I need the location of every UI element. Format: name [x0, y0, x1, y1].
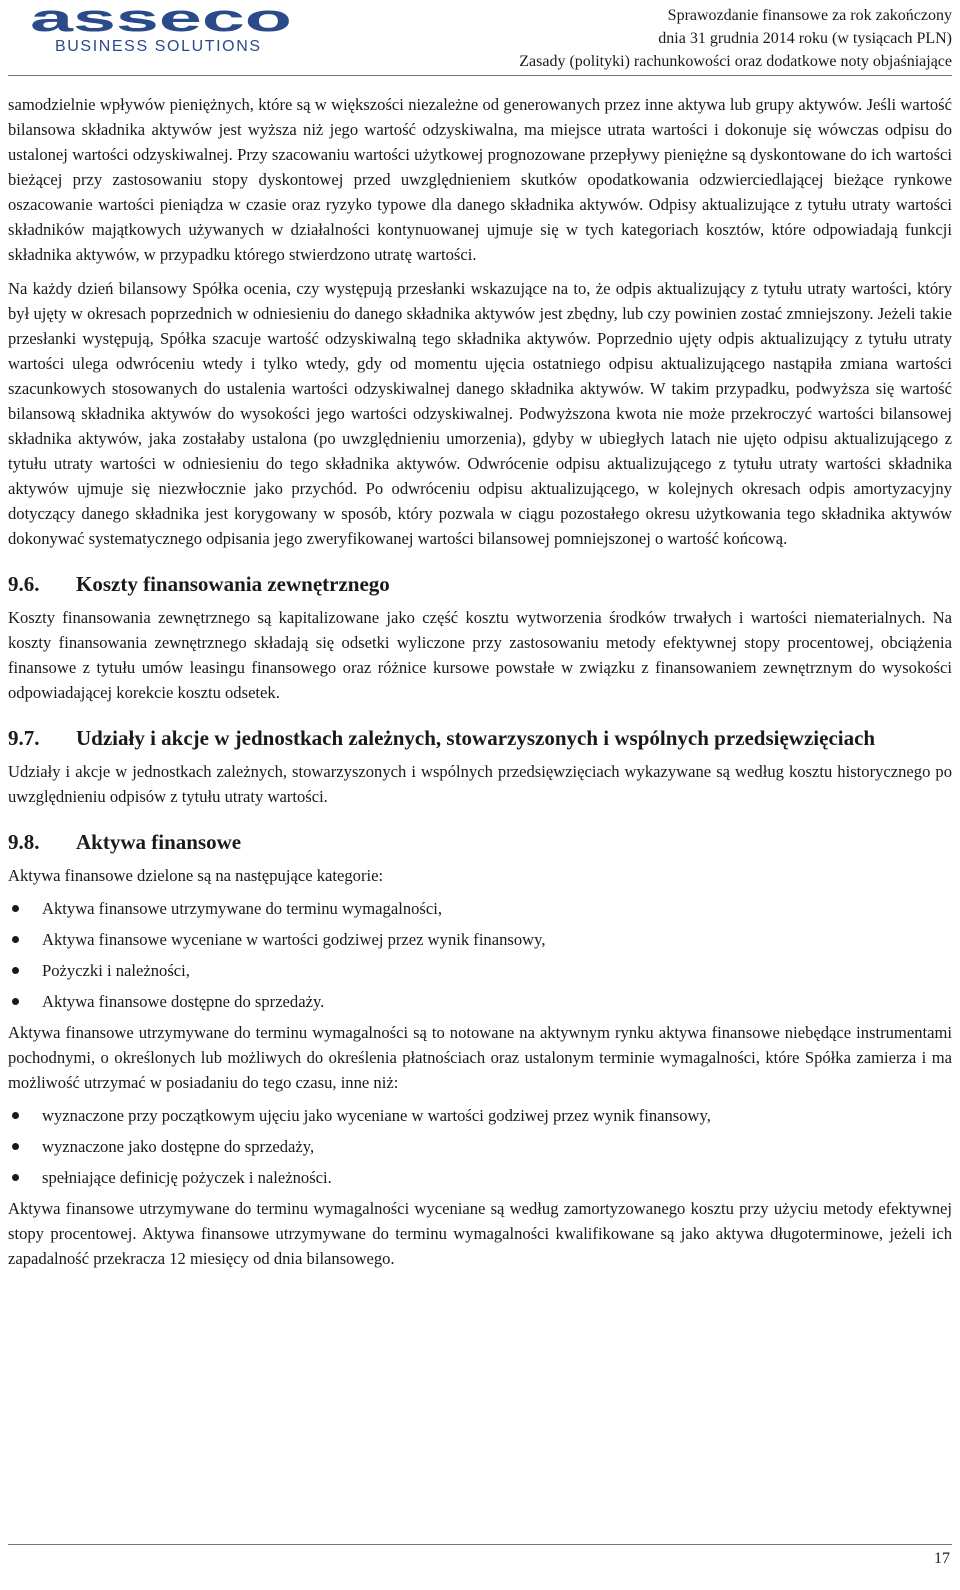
- logo-wordmark: [30, 4, 300, 34]
- report-header-info: [519, 4, 952, 73]
- list-item: Aktywa finansowe utrzymywane do terminu wymagalności,: [8, 896, 952, 921]
- exclusion-list: [8, 1103, 952, 1190]
- paragraph: Aktywa finansowe dzielone są na następujące kategorie:: [8, 866, 384, 885]
- paragraph: Na każdy dzień bilansowy Spółka ocenia, czy występują przesłanki wskazujące na to, że odpis aktualizujący z tytułu utraty wartości, który był ujęty w okresach poprzednich w odniesieniu do danego składnika aktywów jest zbędny, lub czy powinien zostać zmniejszony. Jeżeli takie przesłanki występują, Spółka szacuje wartość odzyskiwalną tego składnika aktywów. Poprzednio ujęty odpis aktualizujący z tytułu utraty wartości ulega odwróceniu wtedy i tylko wtedy, gdy od momentu ujęcia ostatniego odpisu aktualizującego nastąpiła zmiana wartości szacunkowych stosowanych do ustalenia wartości odzyskiwalnej danego składnika aktywów. W takim przypadku, podwyższa się wartość bilansową składnika aktywów do wysokości jego wartości odzyskiwalnej. Podwyższona kwota nie może przekroczyć wartości bilansowej składnika aktywów, jaka zostałaby ustalona (po uwzględnieniu umorzenia), gdyby w ubiegłych latach nie ujęto odpisu aktualizującego z tytułu utraty wartości w odniesieniu do tego składnika aktywów. Odwrócenie odpisu aktualizującego z tytułu utraty wartości składnika aktywów ujmuje się niezwłocznie jako przychód. Po odwróceniu odpisu aktualizującego, w kolejnych okresach odpis amortyzacyjny dotyczący danego składnika jest korygowany w sposób, który pozwala w ciągu pozostałego okresu użytkowania tego składnika aktywów dokonywać systematycznego odpisania jego zweryfikowanej wartości bilansowej pomniejszonej o wartość końcową.: [8, 279, 952, 548]
- section-heading: [8, 827, 952, 857]
- list-item: Aktywa finansowe wyceniane w wartości godziwej przez wynik finansowy,: [8, 927, 952, 952]
- category-list: [8, 896, 952, 1014]
- list-item: wyznaczone przy początkowym ujęciu jako wyceniane w wartości godziwej przez wynik finansowy,: [8, 1103, 952, 1128]
- paragraph: Koszty finansowania zewnętrznego są kapitalizowane jako część kosztu wytworzenia środków trwałych i wartości niematerialnych. Na koszty finansowania zewnętrznego składają się odsetki wyliczone przy zastosowaniu metody efektywnej stopy procentowej, obciążenia finansowe z tytułu umów leasingu finansowego oraz różnice kursowe powstałe w związku z finansowaniem zewnętrznym do wysokości odpowiadającej korekcie kosztu odsetek.: [8, 608, 952, 702]
- list-item: Aktywa finansowe dostępne do sprzedaży.: [8, 989, 952, 1014]
- list-item: wyznaczone jako dostępne do sprzedaży,: [8, 1134, 952, 1159]
- report-title: Sprawozdanie finansowe za rok zakończony: [667, 7, 952, 24]
- list-item: spełniające definicję pożyczek i należności.: [8, 1165, 952, 1190]
- section-title: Udziały i akcje w jednostkach zależnych, stowarzyszonych i wspólnych przedsięwzięciach: [76, 726, 876, 750]
- paragraph: samodzielnie wpływów pieniężnych, które są w większości niezależne od generowanych przez inne aktywa lub grupy aktywów. Jeśli wartość bilansowa składnika aktywów jest wyższa niż jego wartość odzyskiwalna, ma miejsce utrata wartości i dokonuje się wówczas odpisu do ustalonej wartości odzyskiwalnej. Przy szacowaniu wartości użytkowej prognozowane przepływy pieniężne są dyskontowane do ich wartości bieżącej przy zastosowaniu stopy dyskontowej przed uwzględnieniem skutków opodatkowania odzwierciedlającej bieżące rynkowe oszacowanie wartości pieniądza w czasie oraz ryzyko typowe dla danego składnika aktywów. Odpisy aktualizujące z tytułu utraty wartości składników majątkowych używanych w działalności kontynuowanej ujmuje się w tych kategoriach kosztów, które odpowiadają funkcji składnika aktywów, w przypadku którego stwierdzono utratę wartości.: [8, 95, 952, 264]
- report-section: Zasady (polityki) rachunkowości oraz dodatkowe noty objaśniające: [519, 53, 952, 70]
- company-logo: [30, 4, 300, 54]
- section-number: 9.7.: [8, 726, 40, 750]
- page-header: [0, 0, 960, 80]
- list-item: Pożyczki i należności,: [8, 958, 952, 983]
- paragraph: Aktywa finansowe utrzymywane do terminu wymagalności są to notowane na aktywnym rynku aktywa finansowe niebędące instrumentami pochodnymi, o określonych lub możliwych do określenia płatnościach oraz ustalonym terminie wymagalności, które Spółka zamierza i ma możliwość utrzymać w posiadaniu do tego czasu, inne niż:: [8, 1023, 952, 1092]
- footer-divider: [8, 1544, 952, 1545]
- paragraph: Udziały i akcje w jednostkach zależnych, stowarzyszonych i wspólnych przedsięwzięciach wykazywane są według kosztu historycznego po uwzględnieniu odpisów z tytułu utraty wartości.: [8, 762, 952, 806]
- section-number: 9.6.: [8, 572, 40, 596]
- page-number: 17: [934, 1550, 950, 1567]
- section-title: Koszty finansowania zewnętrznego: [76, 572, 390, 596]
- section-title: Aktywa finansowe: [76, 830, 242, 854]
- section-number: 9.8.: [8, 830, 40, 854]
- section-heading: [8, 569, 952, 599]
- svg-text:asseco: asseco: [30, 4, 292, 34]
- paragraph: Aktywa finansowe utrzymywane do terminu wymagalności wyceniane są według zamortyzowanego kosztu przy użyciu metody efektywnej stopy procentowej. Aktywa finansowe utrzymywane do terminu wymagalności kwalifikowane są jako aktywa długoterminowe, jeżeli ich zapadalność przekracza 12 miesięcy od dnia bilansowego.: [8, 1199, 952, 1268]
- logo-subtitle: BUSINESS SOLUTIONS: [55, 38, 262, 55]
- header-divider: [8, 75, 952, 76]
- document-body: [8, 92, 952, 1280]
- report-period: dnia 31 grudnia 2014 roku (w tysiącach PLN): [658, 30, 952, 47]
- section-heading: [8, 723, 952, 753]
